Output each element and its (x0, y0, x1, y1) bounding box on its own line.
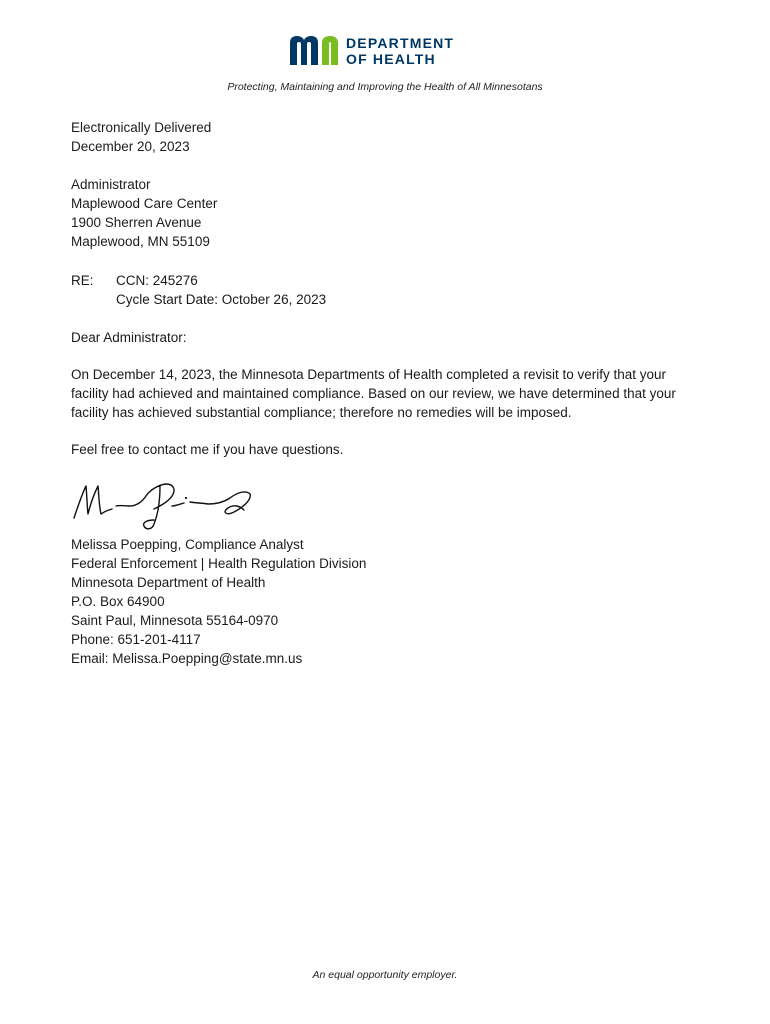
tagline: Protecting, Maintaining and Improving the Health of All Minnesotans (227, 81, 543, 93)
body-line: On December 14, 2023, the Minnesota Departments of Health completed a revisit to verify that your (71, 367, 667, 382)
re-details (116, 271, 326, 309)
recipient-city: Maplewood, MN 55109 (71, 234, 210, 249)
recipient-facility: Maplewood Care Center (71, 196, 218, 211)
delivery-method: Electronically Delivered (71, 120, 212, 135)
salutation: Dear Administrator: (71, 330, 187, 345)
recipient-address (71, 175, 217, 251)
signer-po-box: P.O. Box 64900 (71, 594, 165, 609)
logo-word-department: DEPARTMENT (346, 35, 455, 51)
handwritten-signature (68, 476, 258, 532)
body-paragraph-2: Feel free to contact me if you have questions. (71, 442, 344, 457)
recipient-title: Administrator (71, 177, 151, 192)
body-line: facility had achieved and maintained compliance. Based on our review, we have determined that your (71, 386, 676, 401)
signer-name-title: Melissa Poepping, Compliance Analyst (71, 537, 304, 552)
re-cycle-start: Cycle Start Date: October 26, 2023 (116, 292, 327, 307)
logo-word-of-health: OF HEALTH (346, 51, 436, 67)
signer-phone: Phone: 651-201-4117 (71, 632, 201, 647)
re-ccn: CCN: 245276 (116, 273, 198, 288)
signature-block (71, 535, 366, 668)
re-label: RE: (71, 273, 94, 288)
mn-department-of-health-logo (288, 33, 480, 67)
signer-division: Federal Enforcement | Health Regulation Division (71, 556, 367, 571)
delivery-block (71, 118, 211, 156)
body-paragraph-1 (71, 365, 711, 422)
footer-eoe: An equal opportunity employer. (312, 969, 458, 981)
signer-city: Saint Paul, Minnesota 55164-0970 (71, 613, 279, 628)
recipient-street: 1900 Sherren Avenue (71, 215, 202, 230)
signer-department: Minnesota Department of Health (71, 575, 266, 590)
body-line: facility has achieved substantial compliance; therefore no remedies will be imposed. (71, 405, 572, 420)
signer-email: Email: Melissa.Poepping@state.mn.us (71, 651, 303, 666)
letter-date: December 20, 2023 (71, 139, 190, 154)
